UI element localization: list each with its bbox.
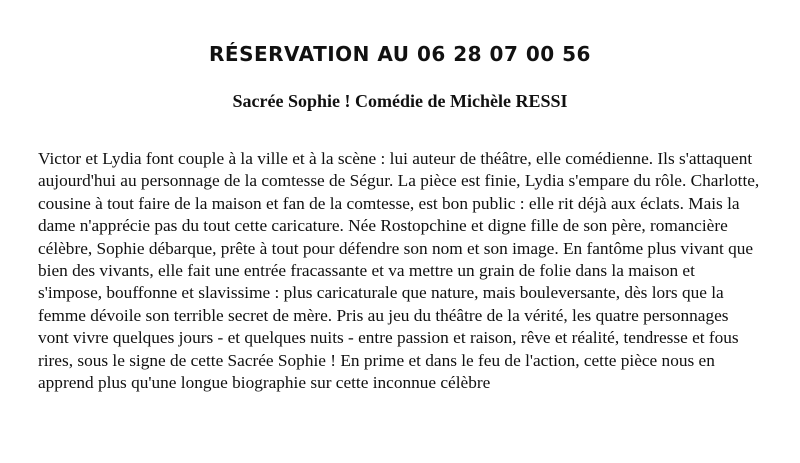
play-title-subtitle: Sacrée Sophie ! Comédie de Michèle RESSI [232,91,568,111]
play-synopsis-paragraph: Victor et Lydia font couple à la ville et à la scène : lui auteur de théâtre, elle comédienne. Ils s'attaquent aujourd'hui au personnage de la comtesse de Ségur. La pièce est finie, Lydia s'empare du rôle. Charlotte, cousine à tout faire de la maison et fan de la comtesse, est bon public : elle rit déjà aux éclats. Mais la dame n'apprécie pas du tout cette caricature. Née Rostopchine et digne fille de son père, romancière célèbre, Sophie débarque, prête à tout pour défendre son nom et son image. En fantôme plus vivant que bien des vivants, elle fait une entrée fracassante et va mettre un grain de folie dans la maison et s'impose, bouffonne et slavissime : plus caricaturale que nature, mais bouleversante, dès lors que la femme dévoile son terrible secret de mère. Pris au jeu du théâtre de la vérité, les quatre personnages vont vivre quelques jours - et quelques nuits - entre passion et raison, rêve et réalité, tendresse et fous rires, sous le signe de cette Sacrée Sophie ! En prime et dans le feu de l'action, cette pièce nous en apprend plus qu'une longue biographie sur cette inconnue célèbre [38,149,760,393]
reservation-phone-heading: RÉSERVATION AU 06 28 07 00 56 [209,42,591,66]
